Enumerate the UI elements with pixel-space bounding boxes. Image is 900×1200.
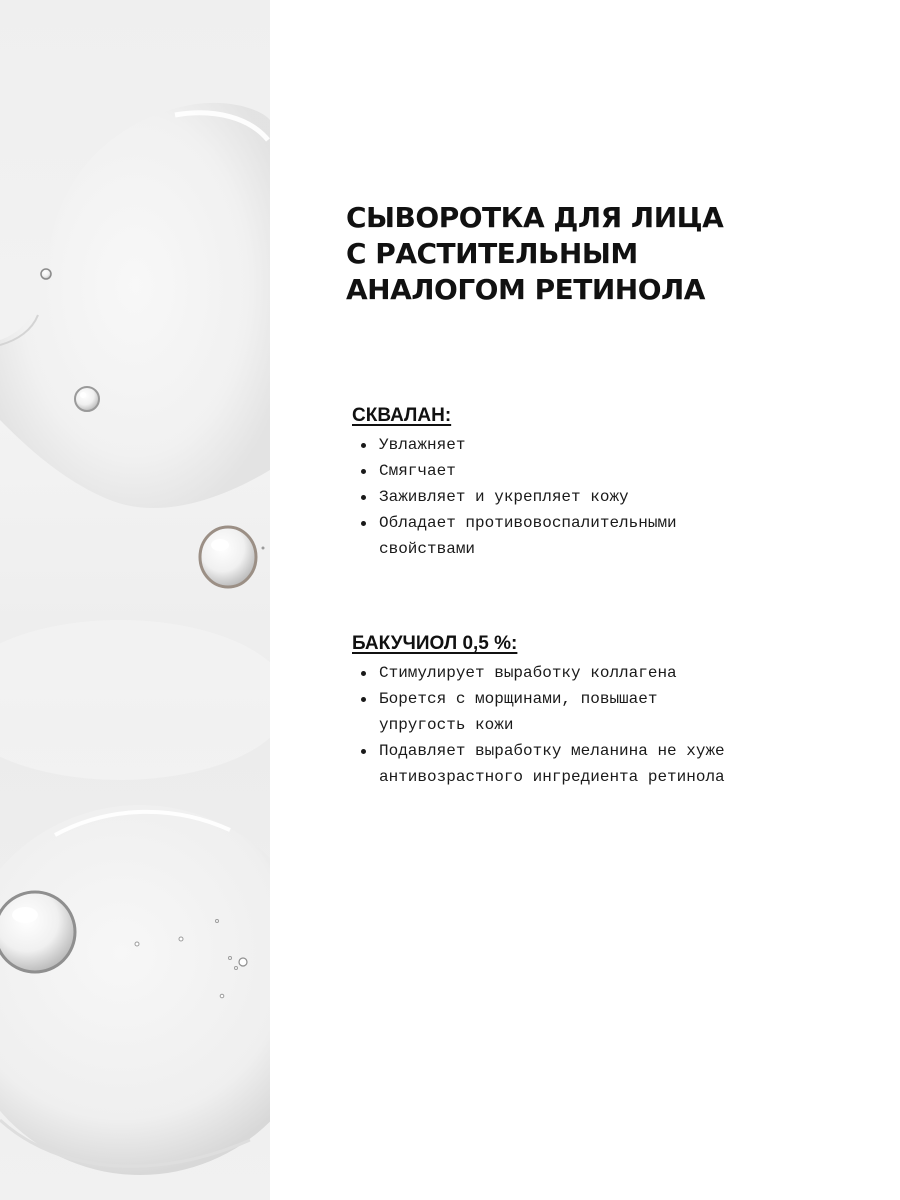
ingredient-heading: СКВАЛАН: — [352, 405, 452, 426]
product-title-line: СЫВОРОТКА ДЛЯ ЛИЦА — [346, 201, 724, 234]
bubble-medium — [200, 527, 256, 587]
list-item-text: Увлажняет — [379, 436, 466, 454]
list-item — [352, 484, 739, 510]
bubble-large — [0, 892, 75, 972]
list-item-text: Обладает противовоспалительными свойствами — [379, 514, 677, 558]
bubble-small-2 — [75, 387, 99, 411]
list-item — [352, 660, 739, 686]
gel-haze-middle — [0, 620, 270, 780]
list-item-text: Стимулирует выработку коллагена — [379, 664, 677, 682]
product-title — [346, 200, 866, 308]
bubble-small-1 — [41, 269, 51, 279]
bullet-icon — [361, 495, 366, 500]
list-item — [352, 432, 739, 458]
list-item — [352, 510, 739, 562]
ingredient-heading: БАКУЧИОЛ 0,5 %: — [352, 633, 518, 654]
bullet-icon — [361, 671, 366, 676]
benefits-list — [352, 660, 866, 790]
bullet-icon — [361, 521, 366, 526]
list-item-text: Смягчает — [379, 462, 456, 480]
list-item — [352, 458, 739, 484]
ingredient-section-squalane — [352, 404, 866, 562]
bullet-icon — [361, 469, 366, 474]
ingredient-section-bakuchiol — [352, 632, 866, 790]
product-title-line: С РАСТИТЕЛЬНЫМ — [346, 237, 638, 270]
bullet-icon — [361, 749, 366, 754]
serum-texture-photo — [0, 0, 270, 1200]
list-item — [352, 738, 739, 790]
product-description — [346, 200, 866, 790]
list-item-text: Подавляет выработку меланина не хуже антивозрастного ингредиента ретинола — [379, 742, 725, 786]
bullet-icon — [361, 697, 366, 702]
gel-drops-illustration — [0, 0, 270, 1200]
large-gel-drop — [0, 805, 270, 1175]
gel-blob-top — [0, 103, 270, 508]
bullet-icon — [361, 443, 366, 448]
list-item — [352, 686, 739, 738]
benefits-list — [352, 432, 866, 562]
product-title-line: АНАЛОГОМ РЕТИНОЛА — [346, 273, 705, 306]
list-item-text: Заживляет и укрепляет кожу — [379, 488, 629, 506]
list-item-text: Борется с морщинами, повышает упругость кожи — [379, 690, 658, 734]
